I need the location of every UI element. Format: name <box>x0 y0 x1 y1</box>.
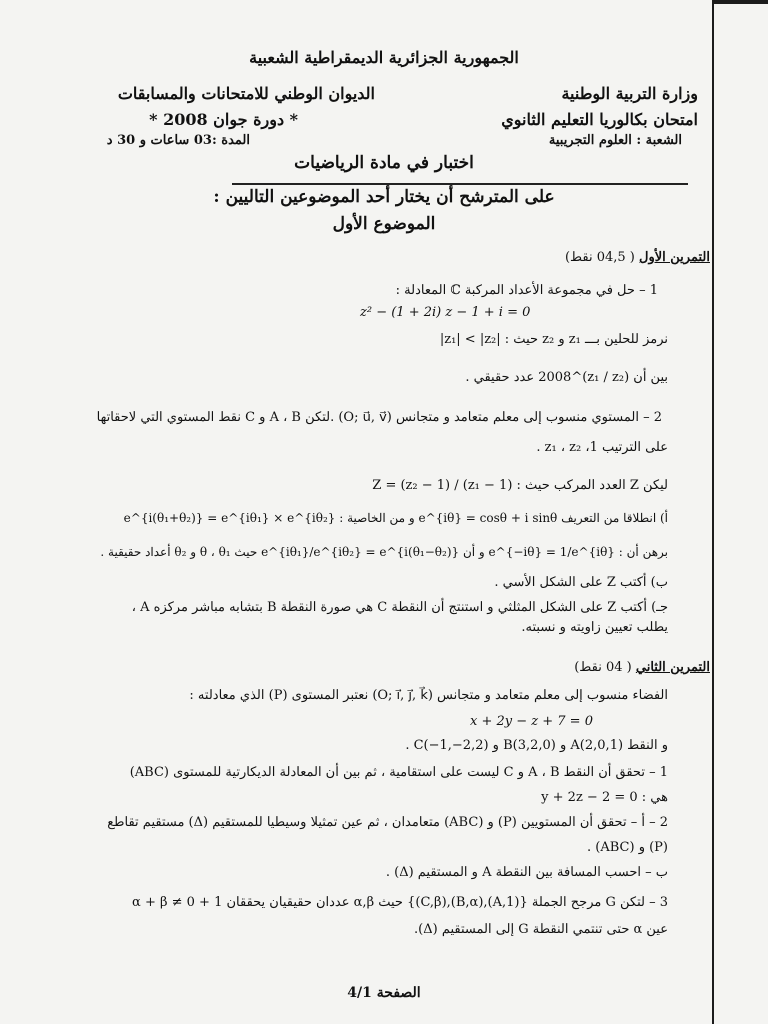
ex1-line8: أ) انطلاقا من التعريف e^{iθ} = cosθ + i sinθ و من الخاصية : e^{i(θ₁+θ₂)} = e^{iθ₁} × e^{iθ₂} <box>123 511 668 525</box>
ex2-line8: ب – احسب المسافة بين النقطة A و المستقيم (Δ) . <box>385 865 668 880</box>
ex1-line7: ليكن Z العدد المركب حيث : Z = (z₂ − 1) / (z₁ − 1) <box>372 478 668 493</box>
topic-title: الموضوع الأول <box>332 214 436 234</box>
ex1-line4: بين أن (z₁ / z₂)^2008 عدد حقيقي . <box>465 370 668 385</box>
exercise2-points: ( 04 نقط) <box>574 660 632 675</box>
ex2-line6: 2 – أ – تحقق أن المستويين (P) و (ABC) متعامدان ، ثم عين تمثيلا وسيطيا للمستقيم (Δ) مستقيم تقاطع <box>107 815 668 830</box>
exam-stream: الشعبة : العلوم التجريبية <box>548 133 682 148</box>
ex1-line10: ب) أكتب Z على الشكل الأسي . <box>494 575 668 590</box>
exam-office-name: الديوان الوطني للامتحانات والمسابقات <box>117 84 375 103</box>
ministry-name: وزارة التربية الوطنية <box>561 84 698 103</box>
exercise1-header <box>565 250 710 265</box>
exercise2-heading: التمرين الثاني <box>635 660 710 675</box>
ex2-line3: و النقط A(2,0,1) و B(3,2,0) و C(−1,−2,2) . <box>405 738 668 753</box>
ex1-line9: برهن أن : e^{−iθ} = 1/e^{iθ} و أن e^{iθ₁}/e^{iθ₂} = e^{i(θ₁−θ₂)} حيث θ ، θ₁ و θ₂ أعداد حقيقية . <box>100 545 668 559</box>
republic-title: الجمهورية الجزائرية الديمقراطية الشعبية <box>249 48 519 67</box>
exercise1-points: ( 04,5 نقط) <box>564 250 635 265</box>
ex1-line5: 2 – المستوي منسوب إلى معلم متعامد و متجانس (O; u⃗, v⃗) .لتكن A ، B و C نقط المستوي التي لاحقاتها <box>96 410 662 425</box>
ex2-plane-equation: x + 2y − z + 7 = 0 <box>470 714 593 729</box>
ex1-line12: يطلب تعيين زاويته و نسبته. <box>521 620 668 635</box>
page-number: الصفحة 4/1 <box>347 985 421 1001</box>
title-underline <box>232 183 688 185</box>
subject-title: اختبار في مادة الرياضيات <box>294 153 474 173</box>
ex2-line7: (P) و (ABC) . <box>587 840 668 855</box>
ex2-line5: هي : y + 2z − 2 = 0 <box>541 790 668 805</box>
ex2-line9: 3 – لتكن G مرجح الجملة {(A,1),(B,α),(C,β)} حيث α,β عددان حقيقيان يحققان 1 + α + β ≠ 0 <box>132 895 668 910</box>
ex2-line1: الفضاء منسوب إلى معلم متعامد و متجانس (O; i⃗, j⃗, k⃗) نعتبر المستوى (P) الذي معادلته : <box>189 688 668 703</box>
choice-instruction: على المترشح أن يختار أحد الموضوعين التاليين : <box>213 187 555 207</box>
ex1-line1: 1 – حل في مجموعة الأعداد المركبة ℂ المعادلة : <box>395 283 658 298</box>
exercise1-heading: التمرين الأول <box>639 250 710 265</box>
ex1-line6: على الترتيب 1، z₁ ، z₂ . <box>536 440 668 455</box>
ex2-line4: 1 – تحقق أن النقط A ، B و C ليست على استقامية ، ثم بين أن المعادلة الديكارتية للمستوى (ABC) <box>129 765 668 780</box>
ex1-line11: جـ) أكتب Z على الشكل المثلثي و استنتج أن النقطة C هي صورة النقطة B بتشابه مباشر مركزه A ، <box>131 600 668 615</box>
exam-name: امتحان بكالوريا التعليم الثانوي <box>501 110 698 129</box>
ex2-line10: عين α حتى تنتمي النقطة G إلى المستقيم (Δ). <box>414 922 668 937</box>
ex1-line3: نرمز للحلين بـــ z₁ و z₂ حيث : |z₁| < |z₂| <box>439 332 668 347</box>
exercise2-header <box>574 660 710 675</box>
page-edge-corner <box>712 0 768 4</box>
exam-duration: المدة :03 ساعات و 30 د <box>106 133 250 148</box>
exam-session: * دورة جوان 2008 * <box>149 110 298 129</box>
ex1-equation: z² − (1 + 2i) z − 1 + i = 0 <box>360 305 531 320</box>
